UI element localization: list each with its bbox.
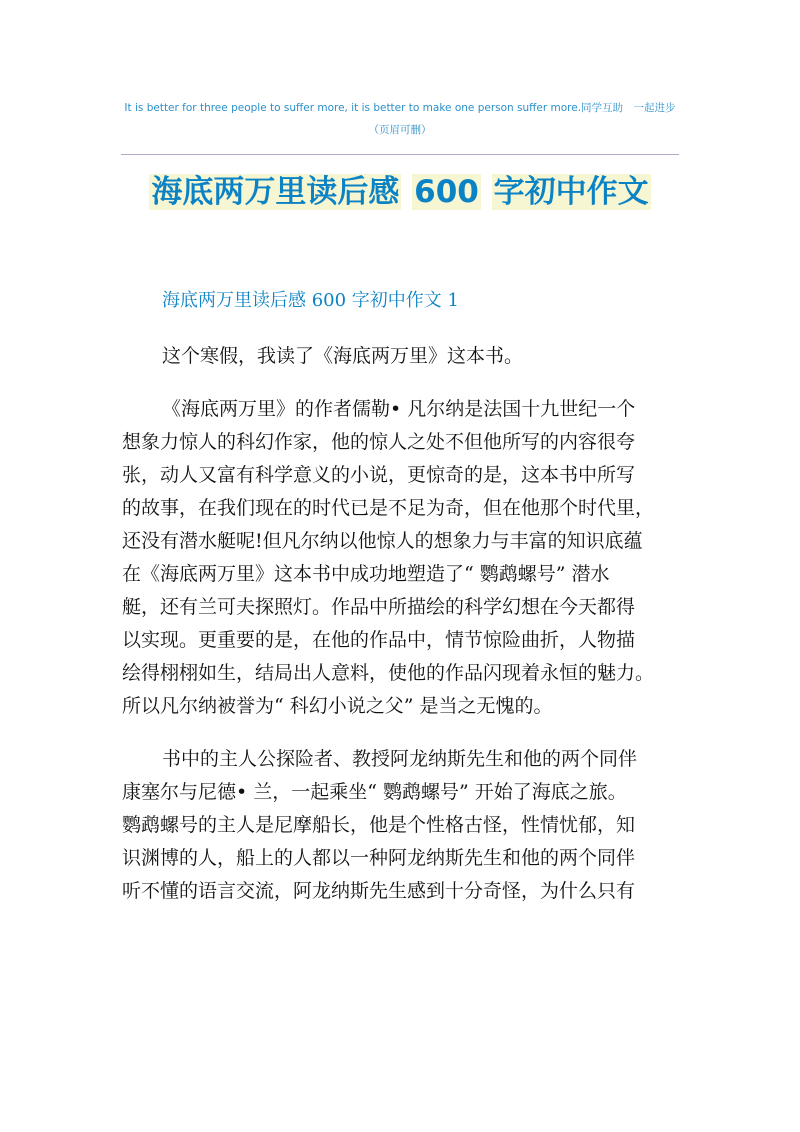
text-line: 以实现。更重要的是，在他的作品中，情节惊险曲折，人物描: [122, 629, 636, 651]
text-line: 的故事，在我们现在的时代已是不足为奇，但在他那个时代里，: [122, 497, 655, 519]
text-line: 书中的主人公探险者、教授阿龙纳斯先生和他的两个同伴: [162, 748, 638, 770]
page-header-text: It is better for three people to suffer more, it is better to make one person suffer more.同学互助 一起进步: [124, 102, 676, 114]
paragraph: [122, 743, 692, 908]
text-line: 鹦鹉螺号的主人是尼摩船长，他是个性格古怪，性情忧郁，知: [122, 814, 636, 836]
text-line: 还没有潜水艇呢!但凡尔纳以他惊人的想象力与丰富的知识底蕴: [122, 530, 643, 552]
title-part: 字初中作文: [493, 174, 649, 210]
title-part: 600: [414, 174, 479, 210]
text-line: 在《海底两万里》这本书中成功地塑造了“ 鹦鹉螺号” 潜水: [122, 563, 610, 585]
text-line: 《海底两万里》的作者儒勒• 凡尔纳是法国十九世纪一个: [162, 398, 636, 420]
title-part: 海底两万里读后感: [151, 174, 400, 210]
document-title: [0, 170, 800, 214]
text-line: 绘得栩栩如生，结局出人意料，使他的作品闪现着永恒的魅力。: [122, 662, 655, 684]
paragraph: [122, 393, 692, 723]
document-body: [122, 340, 692, 928]
header-divider: [121, 154, 679, 155]
text-line: 识渊博的人，船上的人都以一种阿龙纳斯先生和他的两个同伴: [122, 847, 636, 869]
text-line: 艇，还有兰可夫探照灯。作品中所描绘的科学幻想在今天都得: [122, 596, 636, 618]
text-line: 张，动人又富有科学意义的小说，更惊奇的是，这本书中所写: [122, 464, 636, 486]
page-header-note: （页眉可删）: [368, 124, 432, 136]
text-line: 所以凡尔纳被誉为“ 科幻小说之父” 是当之无愧的。: [122, 695, 553, 717]
paragraph: [122, 340, 692, 373]
text-line: 这个寒假，我读了《海底两万里》这本书。: [162, 345, 524, 367]
text-line: 想象力惊人的科幻作家，他的惊人之处不但他所写的内容很夸: [122, 431, 636, 453]
section-heading: 海底两万里读后感 600 字初中作文 1: [162, 290, 459, 311]
text-line: 康塞尔与尼德• 兰，一起乘坐“ 鹦鹉螺号” 开始了海底之旅。: [122, 781, 627, 803]
text-line: 听不懂的语言交流，阿龙纳斯先生感到十分奇怪，为什么只有: [122, 880, 636, 902]
